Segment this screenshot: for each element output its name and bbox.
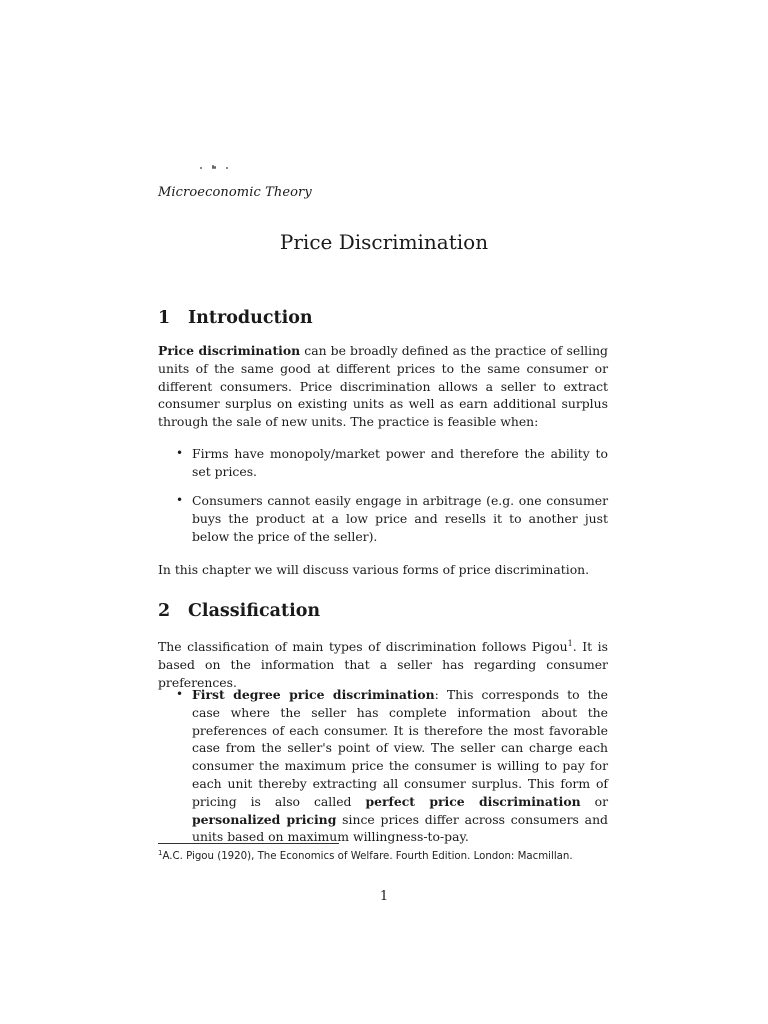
section-heading-introduction — [158, 308, 313, 328]
term-first-degree: First degree price discrimination — [192, 687, 435, 702]
term-price-discrimination: Price discrimination — [158, 343, 301, 358]
bullet-icon: • — [176, 446, 184, 460]
bullet-icon: • — [176, 687, 184, 701]
bullet-text — [192, 686, 608, 846]
first-degree-text-end: since prices differ across consumers and units based on maximum willingness-to-pay. — [192, 811, 608, 845]
intro-text: can be broadly defined as the practice of selling units of the same good at different prices to the same consumer or different consumers. Price discrimination allows a seller to extract consumer surplus on existing units as well as earn additional surplus through the sale of new units. The practice is feasible when: — [158, 343, 608, 430]
first-degree-text-or: or — [580, 793, 608, 809]
bullet-text: Firms have monopoly/market power and therefore the ability to set prices. — [192, 446, 608, 479]
classification-text: The classification of main types of discrimination follows Pigou — [158, 639, 568, 654]
scan-artifact — [200, 164, 234, 172]
section-number: 1 — [158, 308, 171, 328]
page-number: 1 — [379, 889, 389, 904]
running-header: Microeconomic Theory — [158, 185, 312, 200]
section-number: 2 — [158, 601, 171, 621]
term-personalized-pricing: personalized pricing — [192, 811, 337, 827]
classification-text-continued: . It is based on the information that a seller has regarding consumer preferences. — [158, 639, 608, 690]
bullet-item-first-degree — [176, 686, 608, 846]
bullet-item — [176, 492, 608, 545]
closing-paragraph: In this chapter we will discuss various forms of price discrimination. — [158, 562, 590, 577]
intro-paragraph — [158, 342, 608, 431]
term-perfect-price-discrimination: perfect price discrimination — [365, 793, 581, 809]
footnote-reference[interactable]: 1 — [567, 639, 573, 648]
bullet-text: Consumers cannot easily engage in arbitrage (e.g. one consumer buys the product at a low price and resells it to another just below the price of the seller). — [192, 493, 608, 544]
bullet-item — [176, 445, 608, 481]
footnote-mark: 1 — [158, 849, 163, 857]
classification-paragraph — [158, 635, 608, 691]
document-title: Price Discrimination — [279, 230, 489, 254]
first-degree-text: : This corresponds to the case where the seller has complete information about the preferences of each consumer. It is therefore the most favorable case from the seller's point of view. The seller can charge each consumer the maximum price the consumer is willing to pay for each unit thereby extracting all consumer surplus. This form of pricing is also called — [192, 687, 608, 809]
footnote-text: A.C. Pigou (1920), The Economics of Welfare. Fourth Edition. London: Macmillan. — [162, 851, 573, 862]
section-heading-classification — [158, 601, 320, 621]
bullet-icon: • — [176, 493, 184, 507]
footnote — [158, 846, 610, 864]
footnote-divider — [158, 843, 339, 844]
section-title: Introduction — [188, 308, 313, 328]
section-title: Classification — [188, 601, 321, 621]
